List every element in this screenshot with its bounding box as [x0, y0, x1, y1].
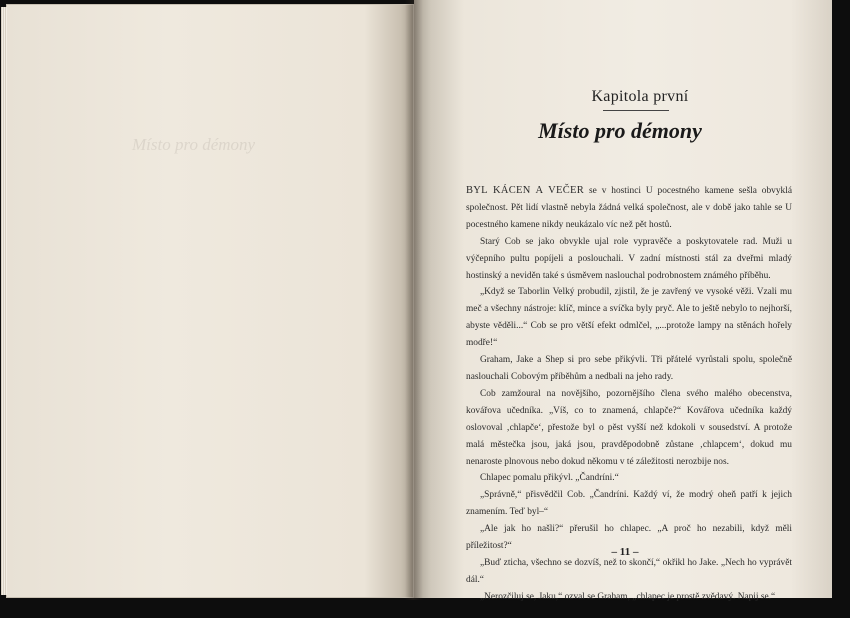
- paragraph: Chlapec pomalu přikývl. „Čandríni.“: [480, 473, 619, 484]
- opening-words: BYL KÁCEN A VEČER: [466, 185, 585, 196]
- body-text: [466, 183, 792, 606]
- paragraph: Graham, Jake a Shep si pro sebe přikývli. Tři přátelé vyrůstali spolu, společně naslouchali Cobovým příběhům a nedbali na jeho rady.: [466, 355, 792, 382]
- paragraph: „Ale jak ho našli?“ přerušil ho chlapec. „A proč ho nezabili, když měli příležitost?“: [466, 524, 792, 552]
- chapter-label: Kapitola první: [591, 88, 689, 105]
- left-page-bleedthrough: Místo pro démony: [132, 135, 256, 154]
- left-page: [6, 4, 414, 598]
- paragraph: Cob zamžoural na novějšího, pozornějšího člena svého malého obecenstva, kovářova učedníka. „Víš, co to znamená, chlapče?“ Kovářova učedníka každý oslovoval ‚chlapče‘, přestože byl o pěst vyšší než kdokoli v sousedství. A protože malá městečka jsou, jaká jsou, pravděpodobně zůstane ‚chlapcem‘, dokud mu nenaroste plnovous nebo dokud někomu v té záležitosti nerozbije nos.: [466, 388, 792, 467]
- paragraph-1-text: se v hostinci U pocestného kamene sešla obvyklá společnost. Pět lidí vlastně nebyla žádná velká společnost, ale v době jako tahle se U pocestného kamene nikdy neukázalo víc než pět hostů.: [466, 186, 792, 230]
- paragraph: „Když se Taborlin Velký probudil, zjistil, že je zavřený ve vysoké věži. Vzali mu meč a všechny nástroje: klíč, mince a svíčka byly pryč. Ale to ještě nebylo to nejhorší, abyste věděli...“ Cob se pro větší efekt odmlčel, „...protože lampy na stěnách hořely modře!“: [466, 287, 792, 349]
- paragraph: „Nerozčiluj se, Jaku,“ ozval se Graham, „chlapec je prostě zvědavý. Napij se.“: [480, 591, 776, 602]
- paragraph: Starý Cob se jako obvykle ujal role vypravěče a poskytovatele rad. Muži u výčepního pultu popíjeli a poslouchali. V zadní místnosti stál za dveřmi mladý hostinský a neviděn také s úsměvem naslouchal podrobnostem známého příběhu.: [466, 236, 792, 281]
- paragraph: „Správně,“ přisvědčil Cob. „Čandríni. Každý ví, že modrý oheň patří k jejich znamením. Teď byl–“: [466, 490, 792, 518]
- book-gutter: [405, 0, 423, 600]
- chapter-title: Místo pro démony: [538, 118, 702, 143]
- paragraph-1: [466, 183, 792, 234]
- page-number: – 11 –: [611, 546, 639, 558]
- paragraph: „Buď zticha, všechno se dozvíš, než to skončí,“ okřikl ho Jake. „Nech ho vyprávět dál.“: [466, 557, 792, 585]
- chapter-rule: [603, 110, 669, 111]
